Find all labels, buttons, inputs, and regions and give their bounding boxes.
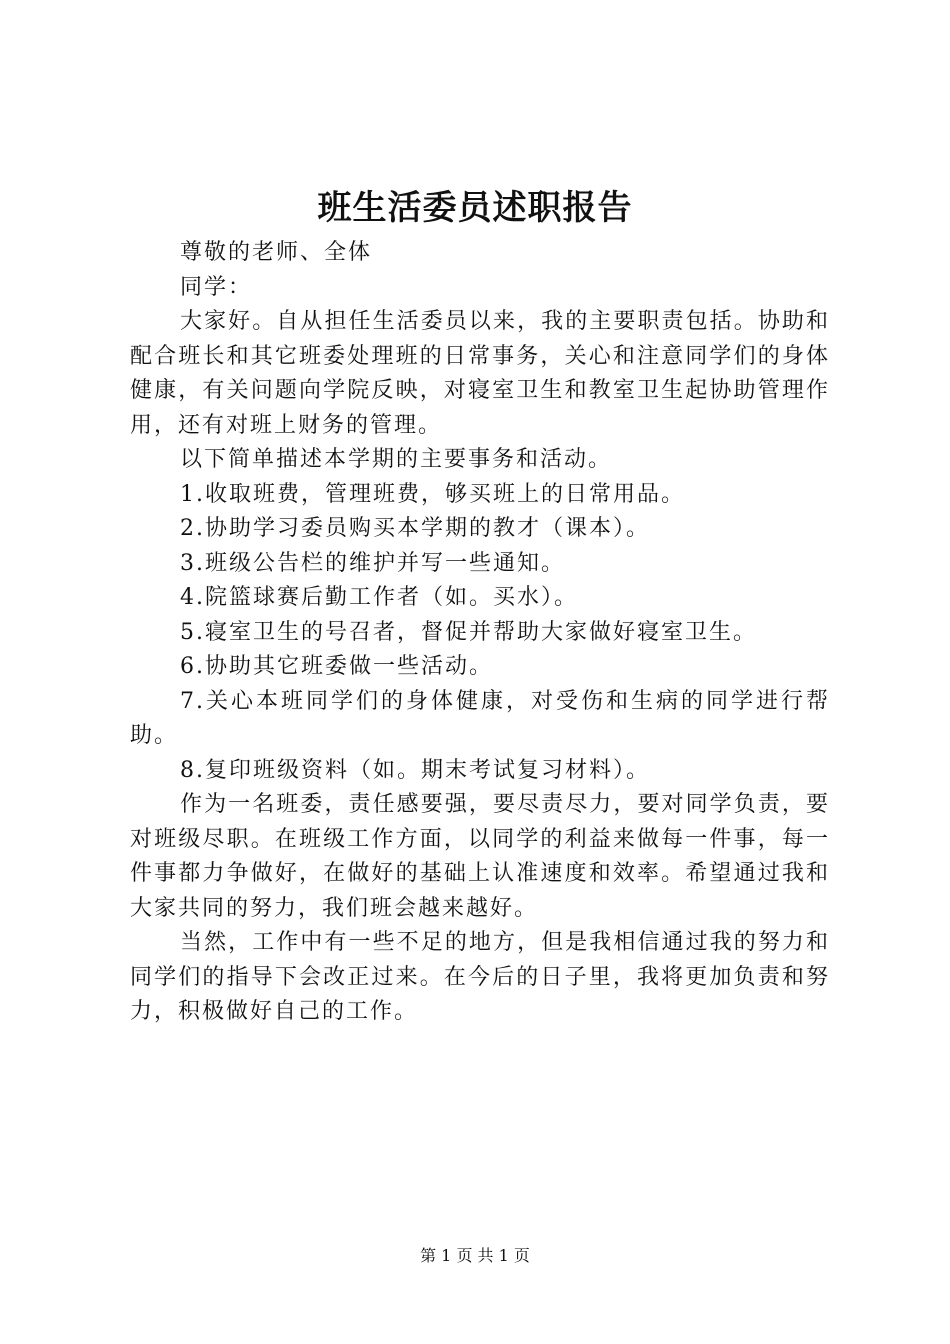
reflection-paragraph: 作为一名班委，责任感要强，要尽责尽力，要对同学负责，要对班级尽职。在班级工作方面，以同学的利益来做每一件事，每一件事都力争做好，在做好的基础上认准速度和效率。希望通过我和大家共同的努力，我们班会越来越好。 [130,792,830,921]
closing-paragraph: 当然，工作中有一些不足的地方，但是我相信通过我的努力和同学们的指导下会改正过来。在今后的日子里，我将更加负责和努力，积极做好自己的工作。 [130,930,830,1024]
list-item: 3.班级公告栏的维护并写一些通知。 [180,550,565,576]
salutation-line-1: 尊敬的老师、全体 [180,240,373,265]
summary-intro: 以下简单描述本学期的主要事务和活动。 [180,447,613,472]
document-title: 班生活委员述职报告 [317,188,633,228]
list-item: 8.复印班级资料（如。期末考试复习材料）。 [180,757,650,783]
intro-paragraph: 大家好。自从担任生活委员以来，我的主要职责包括。协助和配合班长和其它班委处理班的日常事务，关心和注意同学们的身体健康，有关问题向学院反映，对寝室卫生和教室卫生起协助管理作用，还有对班上财务的管理。 [130,309,830,438]
list-item: 4.院篮球赛后勤工作者（如。买水）。 [180,585,578,610]
list-item: 6.协助其它班委做一些活动。 [180,654,493,679]
salutation-line-2: 同学： [180,274,253,300]
list-item: 5.寝室卫生的号召者，督促并帮助大家做好寝室卫生。 [180,619,757,645]
list-item: 2.协助学习委员购买本学期的教才（课本）。 [180,516,650,541]
list-item: 1.收取班费，管理班费，够买班上的日常用品。 [180,481,685,507]
document-body [130,236,830,1030]
list-item: 7.关心本班同学们的身体健康，对受伤和生病的同学进行帮助。 [130,688,830,748]
page-footer: 第 1 页 共 1 页 [420,1246,530,1265]
